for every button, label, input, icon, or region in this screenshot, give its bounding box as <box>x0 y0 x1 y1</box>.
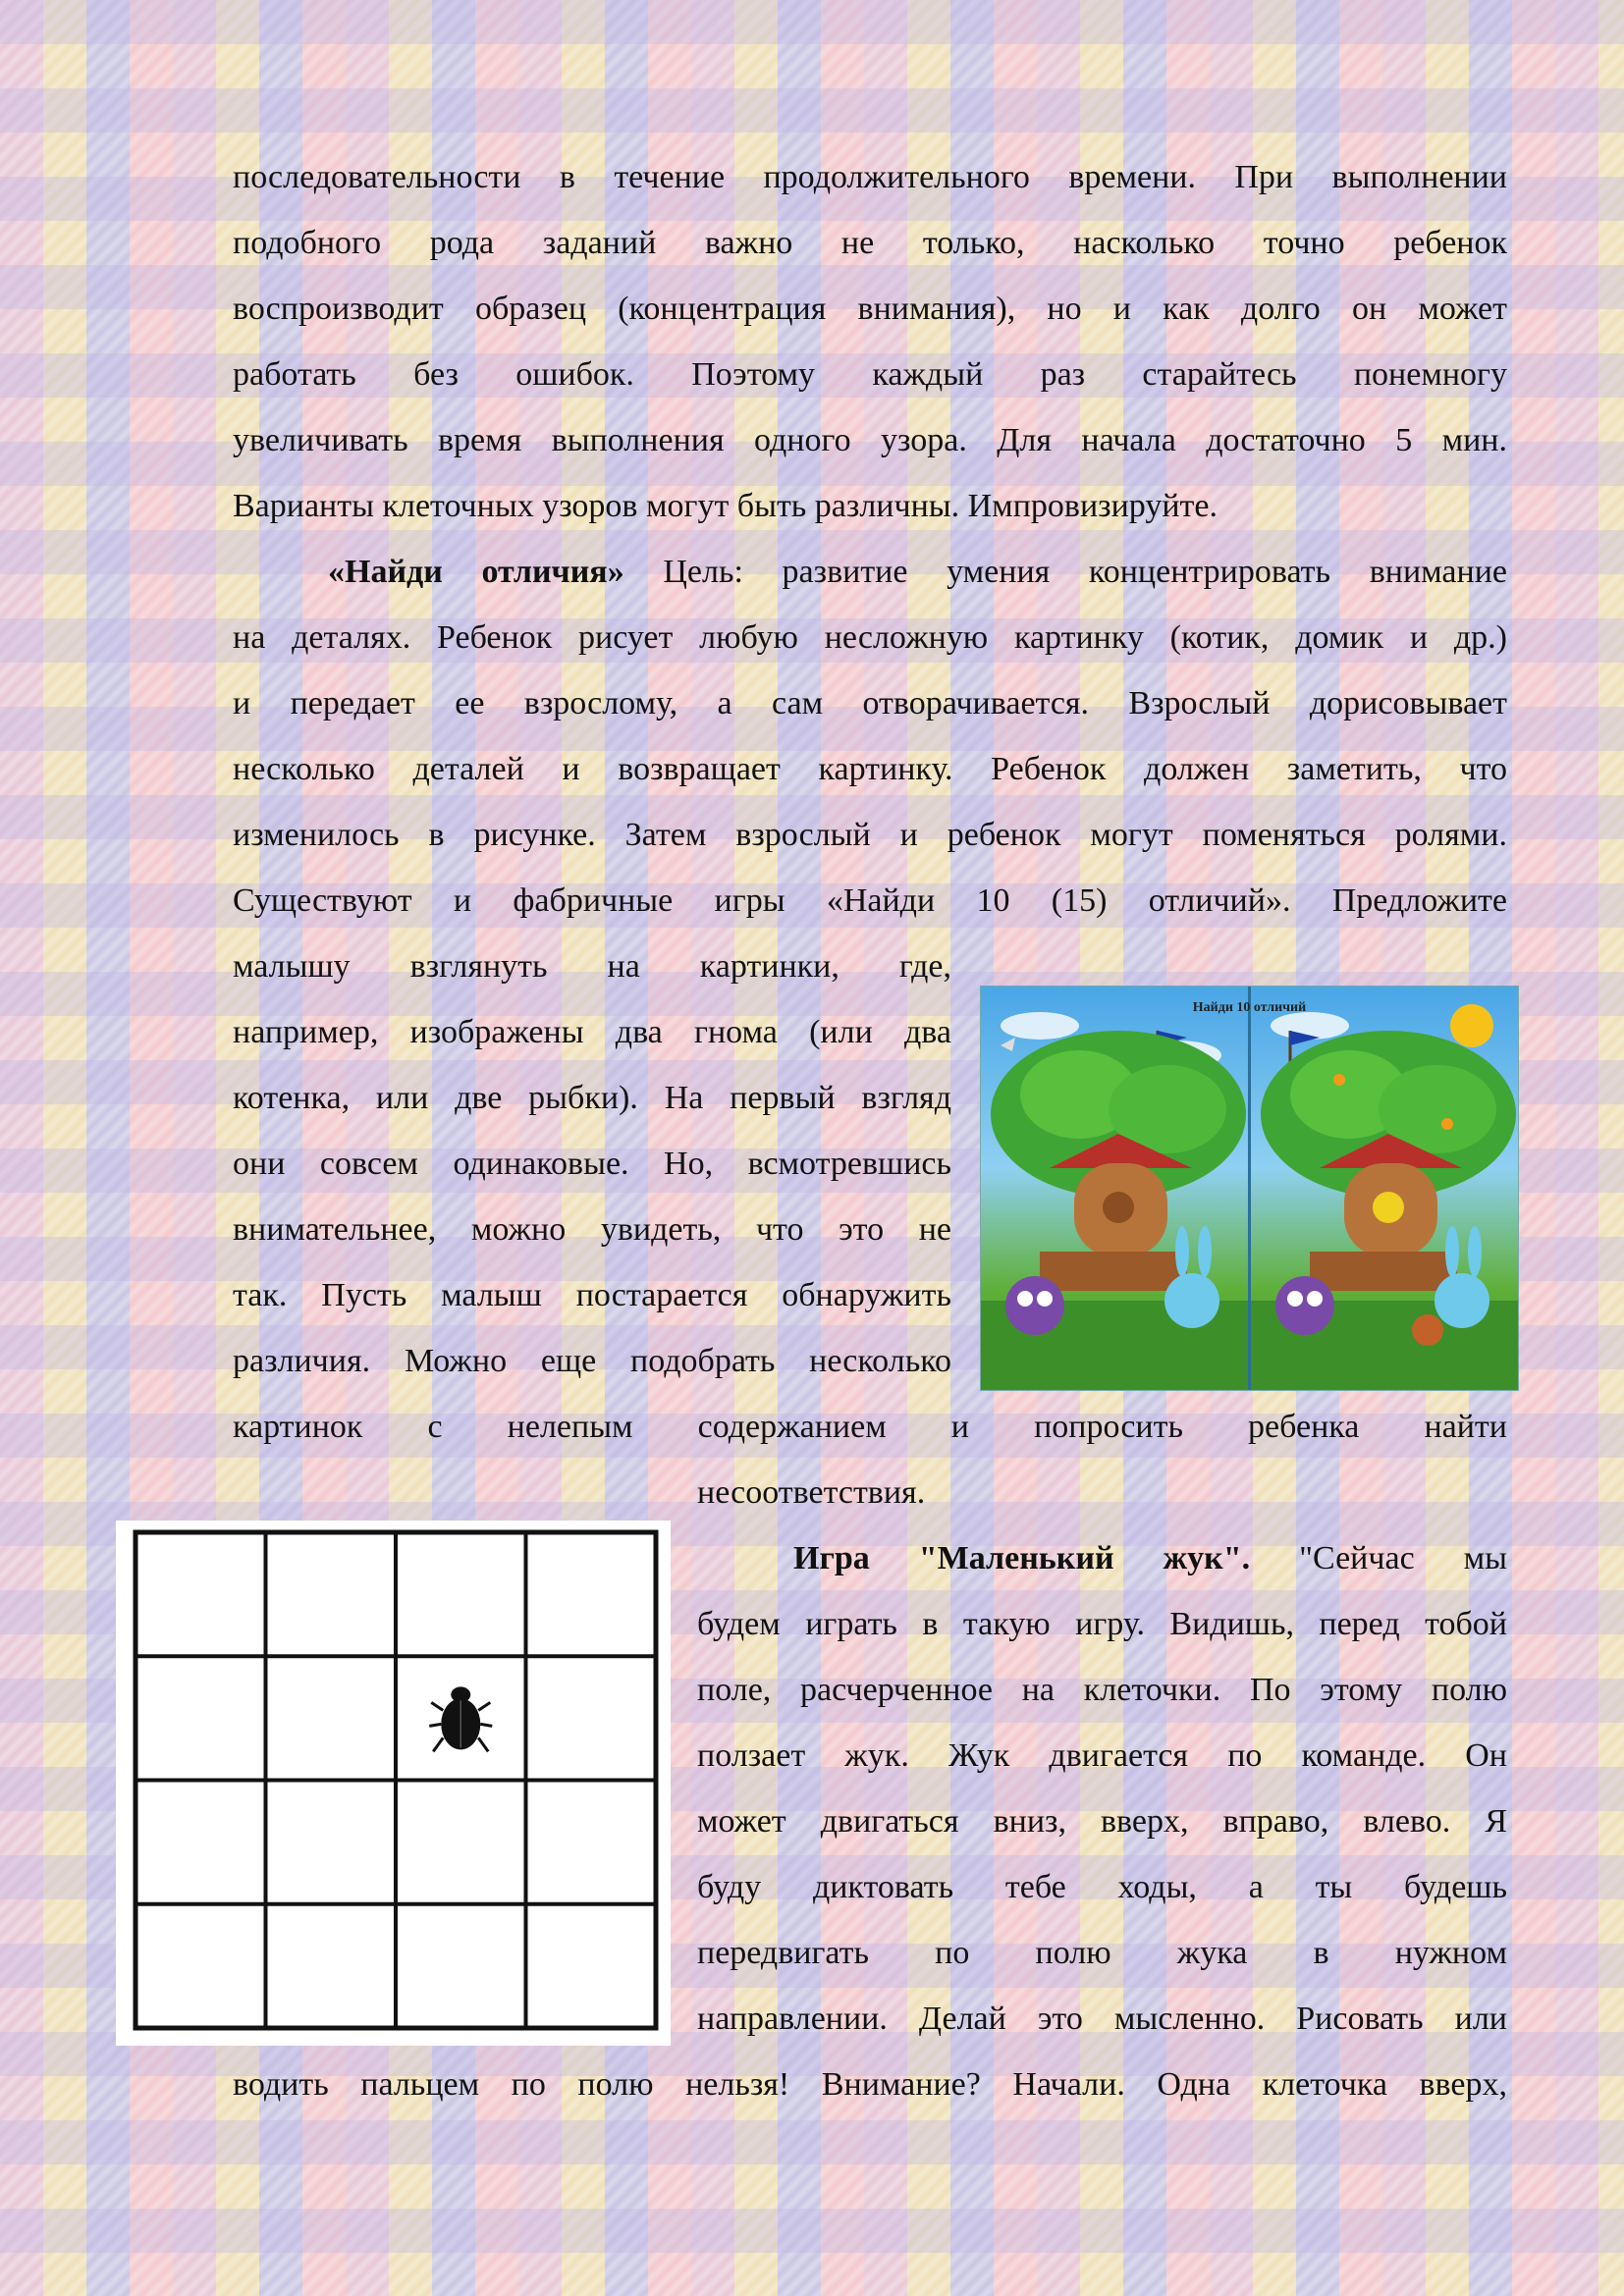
text-line: поле, расчерченное на клеточки. По этому полю <box>697 1672 1507 1708</box>
picture-caption: Найди 10 отличий <box>1192 1000 1307 1015</box>
text-line: передвигать по полю жука в нужном <box>697 1935 1507 1971</box>
text-span: Цель: развитие умения концентрировать внимание <box>623 554 1507 590</box>
text-line: воспроизводит образец (концентрация внимания), но и как долго он может <box>233 291 1507 327</box>
text-line: последовательности в течение продолжительного времени. При выполнении <box>233 159 1507 195</box>
text-line: буду диктовать тебе ходы, а ты будешь <box>697 1869 1507 1905</box>
picture-right-half <box>1251 987 1518 1390</box>
find-differences-picture <box>980 986 1519 1391</box>
text-line: они совсем одинаковые. Но, всмотревшись <box>233 1146 951 1182</box>
text-line: например, изображены два гнома (или два <box>233 1014 951 1050</box>
text-line: Существуют и фабричные игры «Найди 10 (15) отличий». Предложите <box>233 882 1507 919</box>
text-line: несоответствия. <box>697 1474 926 1511</box>
text-line: и передает ее взрослому, а сам отворачивается. Взрослый дорисовывает <box>233 685 1507 721</box>
text-line: Варианты клеточных узоров могут быть различны. Импровизируйте. <box>233 488 1218 524</box>
section-title-find-differences: «Найди отличия» <box>328 554 624 590</box>
text-line: котенка, или две рыбки). На первый взгляд <box>233 1080 951 1116</box>
picture-left-half <box>981 987 1248 1390</box>
text-line: малышу взглянуть на картинки, где, <box>233 948 951 985</box>
text-line: картинок с нелепым содержанием и попросить ребенка найти <box>233 1409 1507 1445</box>
text-line: ползает жук. Жук двигается по команде. Он <box>697 1737 1507 1774</box>
bug-grid-figure <box>116 1521 671 2046</box>
text-line: будем играть в такую игру. Видишь, перед тобой <box>697 1606 1507 1642</box>
text-line: увеличивать время выполнения одного узора. Для начала достаточно 5 мин. <box>233 422 1507 458</box>
text-line: внимательнее, можно увидеть, что это не <box>233 1211 951 1248</box>
text-line: на деталях. Ребенок рисует любую несложную картинку (котик, домик и др.) <box>233 619 1507 656</box>
text-line: подобного рода заданий важно не только, насколько точно ребенок <box>233 225 1507 261</box>
section-title-little-bug: Игра "Маленький жук". <box>793 1540 1251 1576</box>
text-line: направлении. Делай это мысленно. Рисовать или <box>697 2001 1507 2037</box>
text-line: несколько деталей и возвращает картинку. Ребенок должен заметить, что <box>233 751 1507 787</box>
text-line: водить пальцем по полю нельзя! Внимание? Начали. Одна клеточка вверх, <box>233 2066 1507 2103</box>
text-line <box>328 553 1507 592</box>
bug-grid <box>116 1521 671 2046</box>
text-line: работать без ошибок. Поэтому каждый раз старайтесь понемногу <box>233 356 1507 393</box>
text-line: может двигаться вниз, вверх, вправо, влево. Я <box>697 1803 1507 1840</box>
text-line: изменилось в рисунке. Затем взрослый и ребенок могут поменяться ролями. <box>233 817 1507 853</box>
text-line: различия. Можно еще подобрать несколько <box>233 1343 951 1379</box>
text-line <box>697 1539 1507 1578</box>
text-span: "Сейчас мы <box>1250 1540 1507 1576</box>
text-line: так. Пусть малыш постарается обнаружить <box>233 1277 951 1313</box>
